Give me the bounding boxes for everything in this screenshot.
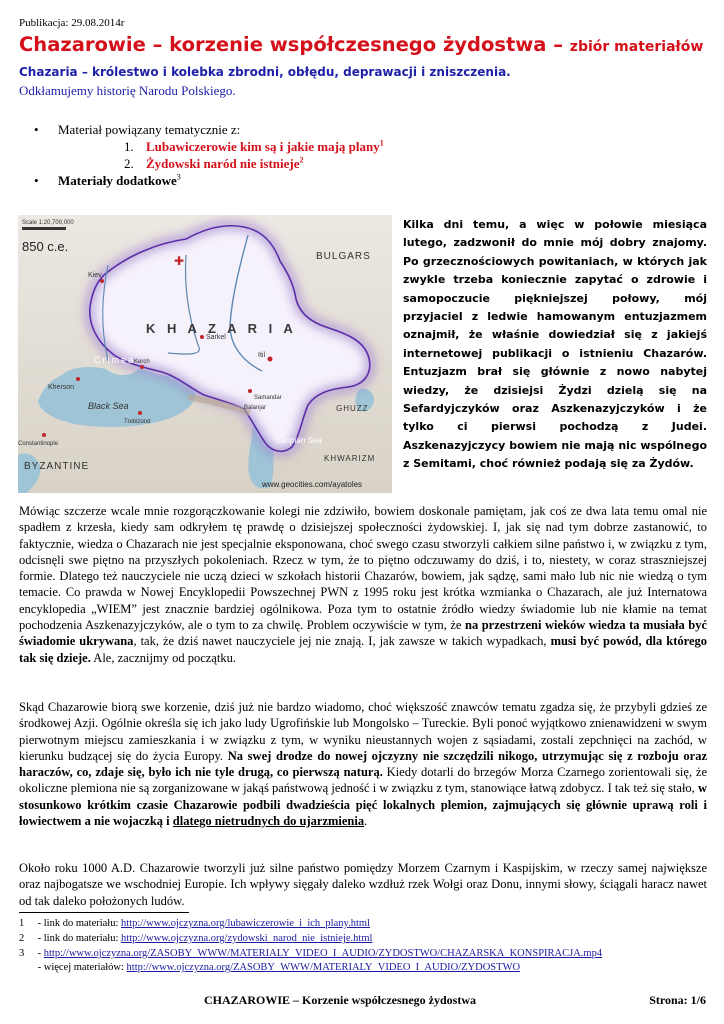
map-year: 850 c.e. [22, 239, 69, 254]
city-dot-kerch [140, 365, 144, 369]
city-dot-samandar [248, 389, 252, 393]
footnote-link-1[interactable]: http://www.ojczyzna.org/lubawiczerowie_i_ich_plany.html [121, 918, 370, 929]
related-link-2[interactable]: Żydowski naród nie istnieje [146, 156, 300, 171]
city-dot-kherson [76, 377, 80, 381]
label-caspian-sea: Caspian Sea [276, 436, 322, 445]
footnote-2: 2 - link do materiału: http://www.ojczyzna.org/zydowski_narod_nie_istnieje.html [19, 933, 373, 944]
label-black-sea: Black Sea [88, 401, 129, 411]
footnote-ref: 1 [379, 138, 384, 148]
intro-sidebar-text: Kilka dni temu, a więc w połowie miesiąca lutego, zadzwonił do mnie mój dobry znajomy. Po grzecznościowych powitaniach, w których jak zwykle trzeba koniecznie zapytać o zdrowie i samopoczucie piękniejszej połowy, mój przyjaciel z ledwie hamowanym entuzjazmem oznajmił, że właśnie dowiedział się z jakiejś internetowej publikacji o istnieniu Chazarów. Entuzjazm brał się głównie z nowo nabytej wiedzy, że dzisiejsi Żydzi dzielą się na Sefardyjczyków oraz Aszkenazyjczyków i że tylko ci pierwsi pochodzą z Judei. Aszkenazyjczycy bowiem nie mają nic wspólnego z Semitami, choć również podają się za Żydów. [403, 218, 707, 471]
map-cross-icon: ✚ [174, 254, 185, 268]
footnote-link-more[interactable]: http://www.ojczyzna.org/ZASOBY_WWW/MATERIALY_VIDEO_I_AUDIO/ZYDOSTWO [126, 962, 521, 973]
city-dot-trebizond [138, 411, 142, 415]
page-title [19, 33, 719, 56]
footer-page-number: Strona: 1/6 [649, 993, 706, 1007]
label-kerch: Kerch [134, 359, 150, 365]
item-number: 1. [124, 139, 134, 154]
label-ghuzz: GHUZZ [336, 404, 369, 413]
label-kherson: Kherson [48, 384, 75, 391]
label-balanjar: Balanjar [244, 405, 267, 411]
paragraph-2: Skąd Chazarowie biorą swe korzenie, dziś już nie bardzo wiadomo, choć większość znawców tematu zgadza się, że przybyli gdzieś ze środkowej Azji. Ogólnie określa się ich jako ludy Ugrofińskie lub Mongolsko – Tureckie. Byli ponoć wyjątkowo znienawidzeni w swym pierwotnym miejscu zamieszkania i w związku z tym, w wyniku nieustannych wojen z sąsiadami, zostali zepchnięci na zachód, w kierunku budzącej się do życia Europy. Na swej drodze do nowej ojczyzny nie szczędzili nikogo, utrzymując się z rozboju oraz haraczów, co, zdaje się, było ich nie tyle drugą, co pierwszą naturą. Kiedy dotarli do brzegów Morza Czarnego zorientowali się, że okoliczne plemiona nie są zorganizowane w jakąś państwową jedność i w związku z tym, stanowiące łatwą zdobycz. I tak też się stało, w stosunkowo krótkim czasie Chazarowie podbili dwadzieścia pięć lokalnych plemion, zajmujących się głównie uprawą roli i łowiectwem a nie wojaczką i dlatego nietrudnych do ujarzmienia. [19, 700, 707, 829]
footer-title: CHAZAROWIE – Korzenie współczesnego żydostwa [204, 993, 476, 1007]
footnote-ref: 2 [299, 155, 304, 165]
item-number: 2. [124, 156, 134, 171]
label-samandar: Samandar [254, 395, 282, 401]
footnote-3: 3 - http://www.ojczyzna.org/ZASOBY_WWW/MATERIALY_VIDEO_I_AUDIO/ZYDOSTWO/CHAZARSKA_KONSPIRACJA.mp4 [19, 948, 603, 959]
footnote-1: 1 - link do materiału: http://www.ojczyzna.org/lubawiczerowie_i_ich_plany.html [19, 918, 370, 929]
paragraph-1: Mówiąc szczerze wcale mnie rozgorączkowanie kolegi nie zdziwiło, bowiem doskonale pamiętam, jak coś ze dwa lata temu omal nie spadłem z krzesła, kiedy sam odkryłem tę prawdę o dzisiejszej społeczności żydowskiej. I, jak się nad tym dobrze zastanowić, to faktycznie, wiedza o Chazarach nie jest specjalnie eksponowana, choć swego czasu stworzyli całkiem silne państwo i, w związku z tym, odcisnęli swe piętno na przyszłych pokoleniach. Rzecz w tym, że to piętno odczuwamy do dziś, i to, niestety, w coraz straszniejszej formie. Dlatego też nauczyciele nie uczą dzieci w szkołach historii Chazarów, bowiem, jak sądzę, sami mało lub nic nie wiedzą o tym temacie. Co prawda w Nowej Encyklopedii Powszechnej PWN z 1995 roku jest krótka wzmianka o Chazarach, ale już Internatowa encyklopedia „WIEM” jest znacznie bardziej ogólnikowa. Poza tym to ostatnie źródło wiedzy świadomie lub nie kłamie na temat pochodzenia Aszkenazyjczyków, ale o tym to za chwilę. Problem oczywiście w tym, że na przestrzeni wieków wiedza ta musiała być świadomie ukrywana, tak, że dziś nawet nauczyciele jej nie znają. I, jak zawsze w takich wypadkach, musi być powód, dla którego tak się dzieje. Ale, zacznijmy od początku. [19, 504, 707, 665]
label-sarkel: Sarkel [206, 334, 226, 341]
label-itil: Itil [258, 352, 265, 359]
label-trebizond: Trebizond [124, 419, 151, 425]
city-dot-constantinople [42, 433, 46, 437]
footnote-3-more: - więcej materiałów: http://www.ojczyzna.org/ZASOBY_WWW/MATERIALY_VIDEO_I_AUDIO/ZYDOSTWO [35, 962, 521, 973]
label-khazaria: K H A Z A R I A [146, 321, 297, 336]
city-dot-kiev [100, 279, 104, 283]
label-kiev: Kiev [88, 272, 102, 279]
tagline: Odkłamujemy historię Narodu Polskiego. [19, 83, 236, 98]
label-khwarizm: KHWARIZM [324, 454, 376, 463]
footnote-ref: 3 [176, 172, 181, 182]
related-link-1[interactable]: Lubawiczerowie kim są i jakie mają plany [146, 139, 380, 154]
footnote-link-2[interactable]: http://www.ojczyzna.org/zydowski_narod_nie_istnieje.html [121, 933, 373, 944]
title-sub: zbiór materiałów [569, 39, 704, 55]
map-credit: www.geocities.com/ayatoles [262, 480, 363, 489]
khazaria-map [18, 215, 392, 493]
related-item-2[interactable] [124, 156, 304, 172]
title-main: Chazarowie – korzenie współczesnego żydostwa – [19, 33, 570, 56]
paragraph-3: Około roku 1000 A.D. Chazarowie tworzyli już silne państwo pomiędzy Morzem Czarnym i Kaspijskim, w rzeczy samej największe oraz najbogatsze we wschodniej Europie. Ich wpływy sięgały daleko wzdłuż rzek Wołgi oraz Donu, innymi słowy, ściągali haracz nawet od tak daleko położonych ludów. [19, 861, 707, 908]
map-scale: Scale 1:20,700,000 [22, 220, 74, 226]
related-label: Materiał powiązany tematycznie z: [58, 122, 241, 137]
scale-bar [22, 227, 66, 230]
city-dot-itil [268, 357, 273, 362]
label-constantinople: Constantinople [18, 441, 59, 447]
subtitle: Chazaria – królestwo i kolebka zbrodni, obłędu, deprawacji i zniszczenia. [19, 65, 511, 79]
footnote-divider [19, 912, 189, 913]
label-bulgars: BULGARS [316, 251, 371, 262]
bullet-dot: • [34, 173, 39, 188]
label-byzantine: BYZANTINE [24, 461, 90, 472]
related-item-1[interactable] [124, 139, 384, 155]
label-crimea: Crimea [94, 355, 136, 365]
publication-date: Publikacja: 29.08.2014r [19, 17, 125, 29]
additional-label: Materiały dodatkowe [58, 173, 177, 188]
footnote-link-3[interactable]: http://www.ojczyzna.org/ZASOBY_WWW/MATERIALY_VIDEO_I_AUDIO/ZYDOSTWO/CHAZARSKA_KONSPIRACJA.mp4 [43, 948, 603, 959]
bullet-dot: • [34, 122, 39, 137]
